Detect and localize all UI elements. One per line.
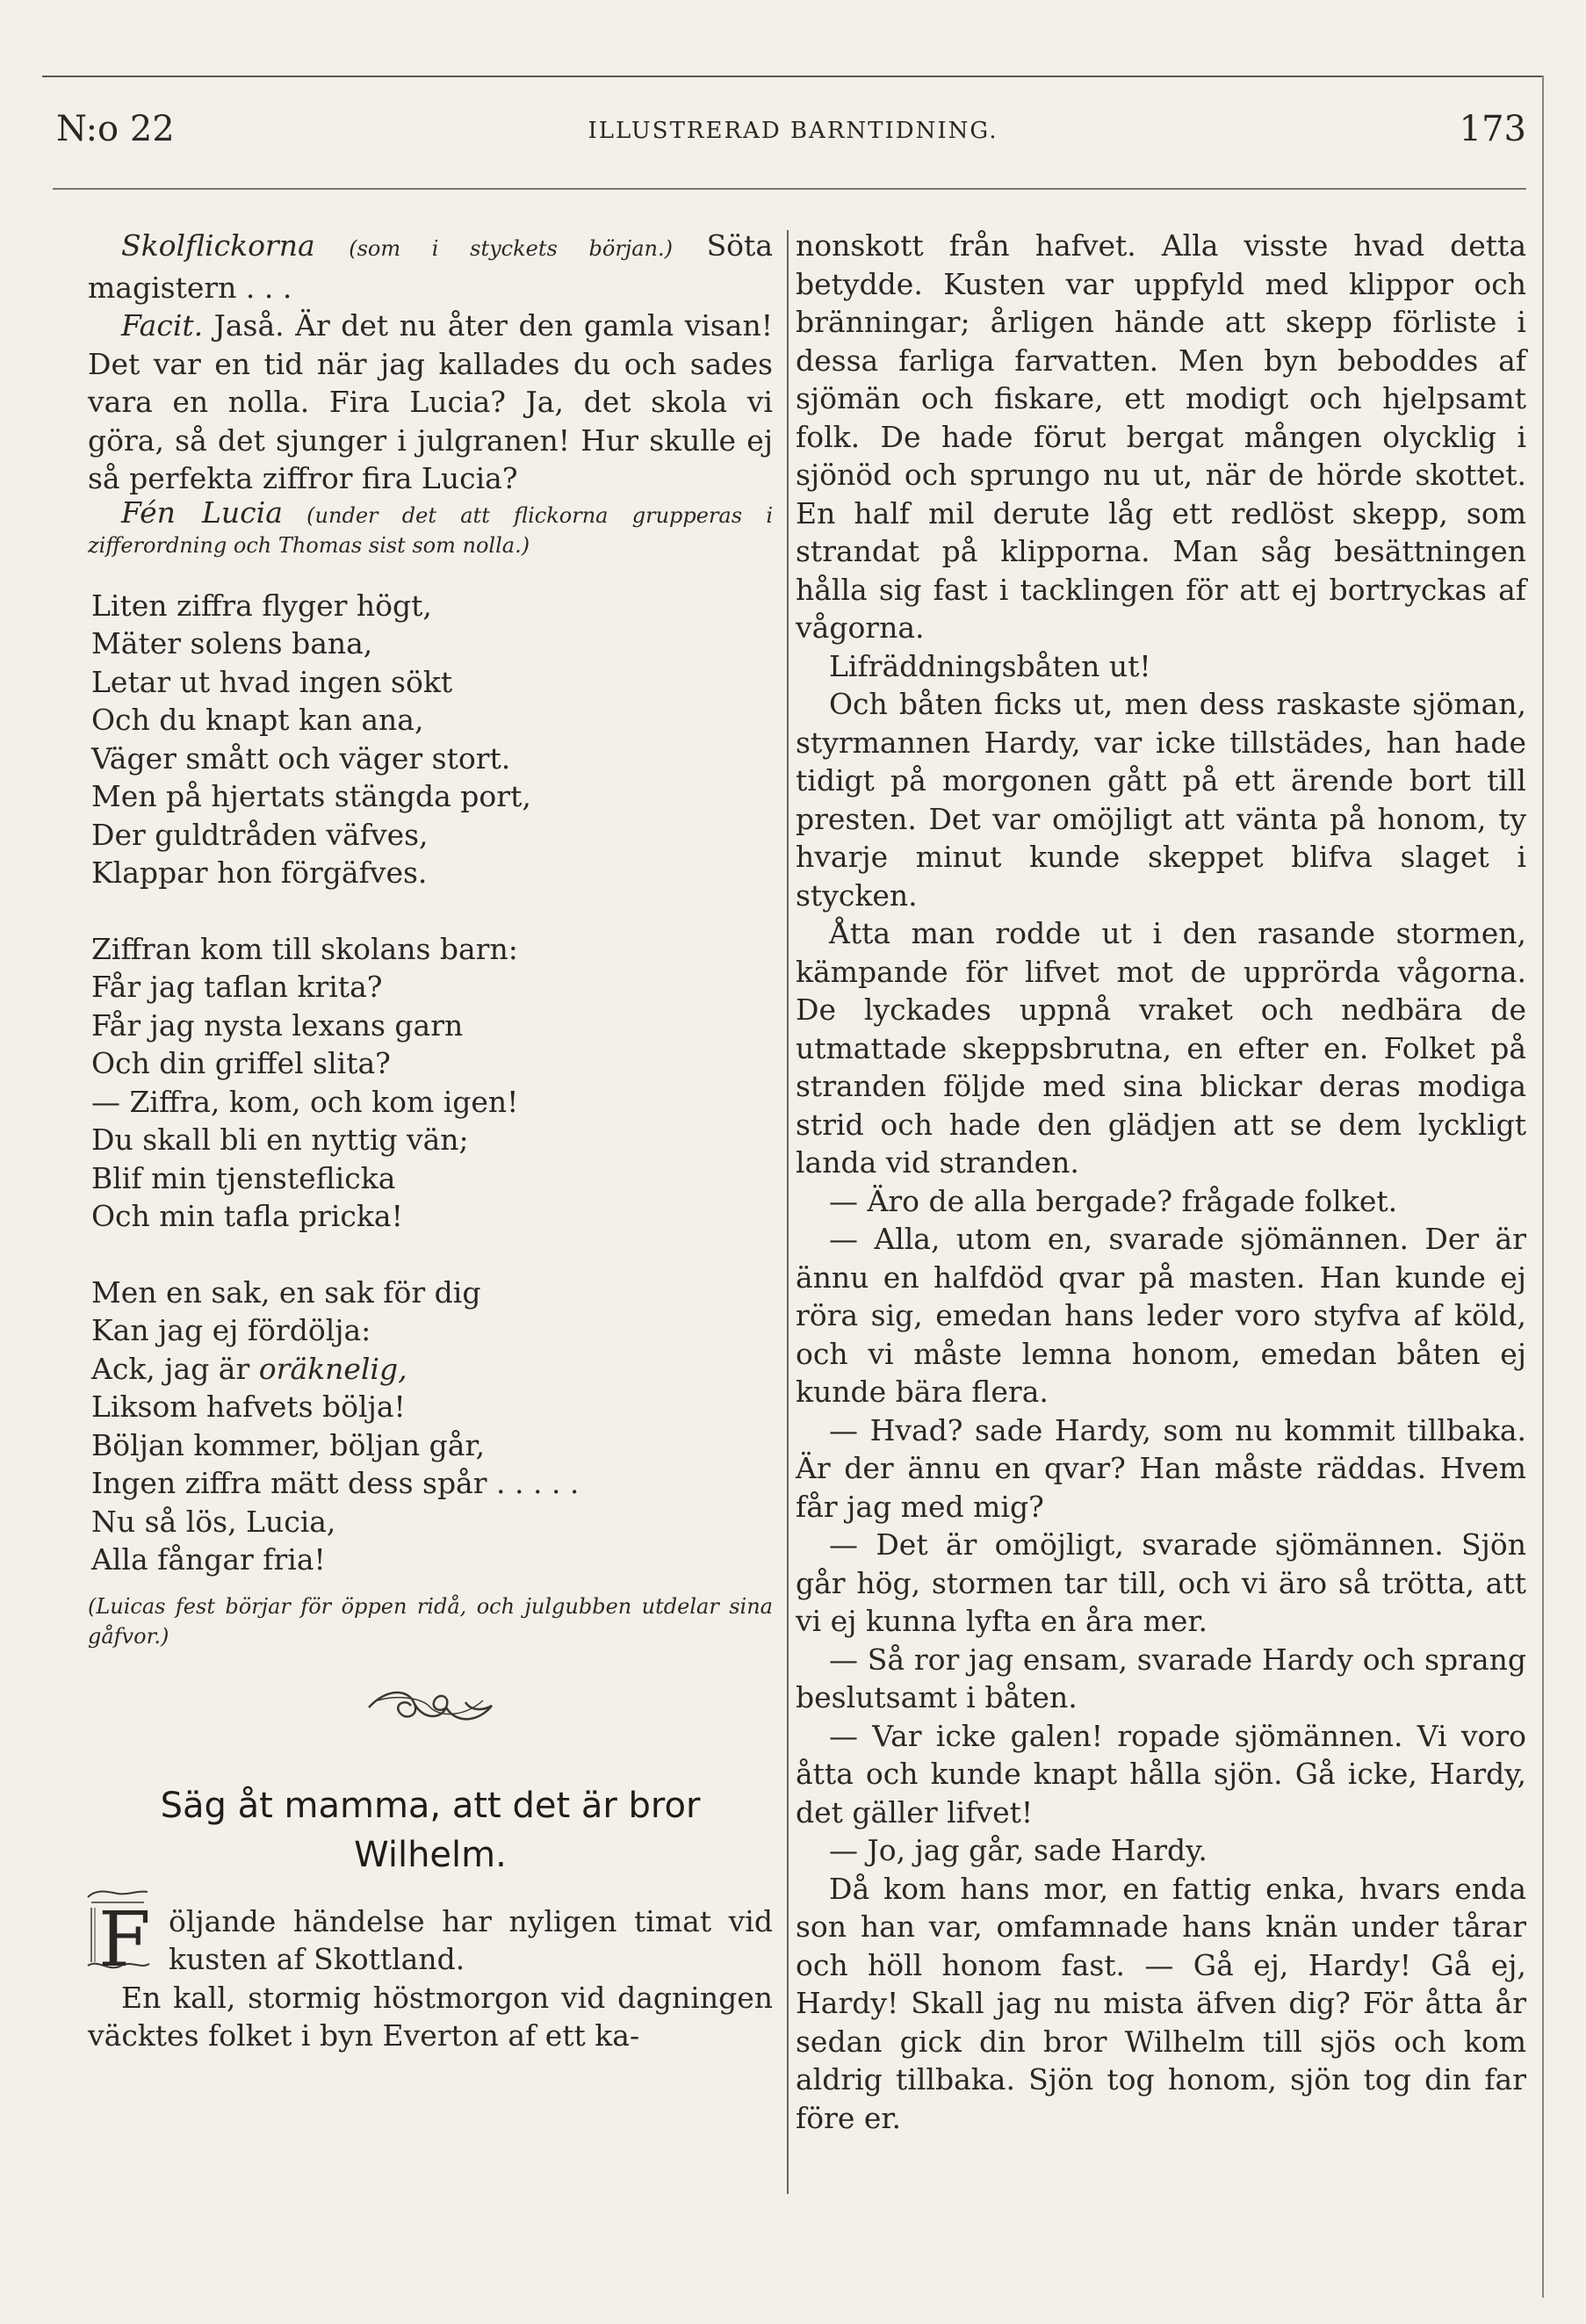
issue-number: N:o 22 (56, 109, 175, 149)
story-paragraph: Lifräddningsbåten ut! (829, 648, 1151, 683)
story-paragraph: En kall, stormig höstmorgon vid dagningen väcktes folket i byn Everton af ett ka- (88, 1980, 773, 2053)
story-paragraph: — Så ror jag ensam, svarade Hardy och sprang beslutsamt i båten. (796, 1642, 1526, 1714)
story-paragraph: — Det är omöjligt, svarade sjömännen. Sjön går hög, stormen tar till, och vi äro så trötta, att vi ej kunna lyfta en åra mer. (796, 1527, 1526, 1638)
story-paragraph: Och båten ficks ut, men dess raskaste sjöman, styrmannen Hardy, var icke tillstädes, han hade tidigt på morgonen gått på ett ärende bort till presten. Det var omöjligt att vänta på honom, ty hvarje minut kunde skeppet blifva slaget i stycken. (796, 687, 1526, 913)
poem-verse: Liksom hafvets bölja! (91, 1389, 406, 1424)
right-border-rule (1542, 76, 1544, 2298)
column-divider (787, 230, 789, 2194)
spoken-text: Jaså. Är det nu åter den gamla visan! Det var en tid när jag kallades du och sades vara en nolla. Fira Lucia? Ja, det skola vi göra, så det sjunger i julgranen! Hur skulle ej så perfekta ziffror fira Lucia? (88, 308, 773, 495)
speaker-name: Facit. (121, 308, 204, 343)
left-column (88, 227, 773, 2055)
drop-cap (83, 1895, 163, 1984)
poem-verse: Du skall bli en nyttig vän; (91, 1122, 469, 1157)
poem-verse: Ack, jag är oräknelig, (91, 1351, 407, 1386)
story-paragraph: nonskott från hafvet. Alla visste hvad detta betydde. Kusten var uppfyld med klippor och bränningar; årligen hände att skepp förliste i dessa farliga farvatten. Men byn beboddes af sjömän och fiskare, ett modigt och hjelpsamt folk. De hade förut bergat mången olycklig i sjönöd och sprungo nu ut, när de hörde skottet. En half mil derute låg ett redlöst skepp, som strandat på klipporna. Man såg besättningen hålla sig fast i tacklingen för att ej bortryckas af vågorna. (796, 228, 1526, 645)
poem-verse: Böljan kommer, böljan går, (91, 1427, 486, 1462)
speaker-name: Skolflickorna (121, 228, 315, 263)
page-number: 173 (1459, 109, 1526, 149)
play-line-2 (88, 307, 773, 498)
poem-verse: Alla fångar fria! (91, 1542, 326, 1577)
play-line-1 (88, 227, 773, 307)
poem-verse: Får jag taflan krita? (91, 970, 383, 1004)
poem-verse: Och din griffel slita? (91, 1046, 391, 1080)
spoken-text: Söta magistern . . . (88, 228, 773, 305)
poem-verse: Får jag nysta lexans garn (91, 1007, 464, 1043)
poem-stanza-2 (91, 930, 773, 1236)
poem-stanza-1 (91, 587, 773, 892)
drop-cap-letter: F (98, 1895, 151, 1984)
story-paragraph: Då kom hans mor, en fattig enka, hvars enda son han var, omfamnade hans knän under tårar och höll honom fast. — Gå ej, Hardy! Gå ej, Hardy! Skall jag nu mista äfven dig? För åtta år sedan gick din bror Wilhelm till sjös och kom aldrig tillbaka. Sjön tog honom, sjön tog din far före er. (796, 1871, 1526, 2135)
poem-verse: Mäter solens bana, (91, 626, 373, 660)
poem-verse: Klappar hon förgäfves. (91, 855, 428, 890)
poem-verse: Men på hjertats stängda port, (91, 779, 531, 813)
story-paragraph: — Hvad? sade Hardy, som nu kommit tillbaka. Är der ännu en qvar? Han måste räddas. Hvem får jag med mig? (796, 1412, 1526, 1524)
poem-verse: Liten ziffra flyger högt, (91, 588, 432, 623)
story-paragraph: öljande händelse har nyligen timat vid kusten af Skottland. (169, 1903, 773, 1976)
stage-direction: (under det att flickorna grupperas i zifferordning och Thomas sist som nolla.) (88, 502, 773, 558)
poem-verse: Kan jag ej fördölja: (91, 1313, 371, 1347)
story-paragraph: — Äro de alla bergade? frågade folket. (829, 1183, 1398, 1218)
story-paragraph: — Jo, jag går, sade Hardy. (829, 1833, 1208, 1867)
story-title: Säg åt mamma, att det är bror Wilhelm. (160, 1785, 701, 1875)
poem-verse: Der guldtråden väfves, (91, 817, 429, 852)
right-column (796, 227, 1526, 2137)
story-paragraph: — Var icke galen! ropade sjömännen. Vi voro åtta och kunde knapt hålla sjön. Gå icke, Hardy, det gäller lifvet! (796, 1718, 1526, 1830)
speaker-name: Fén Lucia (121, 494, 283, 530)
publication-title: ILLUSTRERAD BARNTIDNING. (588, 118, 998, 144)
story-paragraph: — Alla, utom en, svarade sjömännen. Der är ännu en halfdöd qvar på masten. Han kunde ej röra sig, emedan hans leder voro styfva af köld, och vi måste lemna honom, emedan båten ej kunde bära flera. (796, 1222, 1526, 1409)
poem-verse: Men en sak, en sak för dig (91, 1274, 481, 1310)
poem-verse: — Ziffra, kom, och kom igen! (91, 1084, 519, 1119)
page-header (51, 104, 1535, 156)
poem-verse: Letar ut hvad ingen sökt (91, 664, 453, 699)
flourish-ornament (360, 1681, 501, 1734)
story-paragraph: Åtta man rodde ut i den rasande stormen, kämpande för lifvet mot de upprörda vågorna. De lyckades uppnå vraket och nedbära de utmattade skeppsbrutna, en efter en. Folket på stranden följde med sina blickar deras modiga strid och hade den glädjen att se dem lyckligt landa vid stranden. (796, 916, 1526, 1180)
poem (88, 587, 773, 1579)
poem-stanza-3 (91, 1274, 773, 1579)
header-rule (53, 188, 1526, 190)
story-opening (88, 1895, 773, 1984)
poem-verse: Ingen ziffra mätt dess spår . . . . . (91, 1466, 580, 1500)
poem-verse: Och du knapt kan ana, (91, 703, 424, 737)
poem-verse: Blif min tjensteflicka (91, 1160, 396, 1195)
poem-verse: Väger smått och väger stort. (91, 740, 511, 776)
play-line-3 (88, 494, 773, 560)
poem-verse: Nu så lös, Lucia, (91, 1504, 336, 1539)
poem-verse: Och min tafla pricka! (91, 1199, 403, 1233)
poem-verse: Ziffran kom till skolans barn: (91, 931, 518, 966)
top-border-rule (42, 76, 1542, 77)
stage-direction: (som i styckets början.) (349, 236, 674, 261)
closing-stage-direction: (Luicas fest börjar för öppen ridå, och julgubben utdelar sina gåfvor.) (88, 1593, 773, 1649)
